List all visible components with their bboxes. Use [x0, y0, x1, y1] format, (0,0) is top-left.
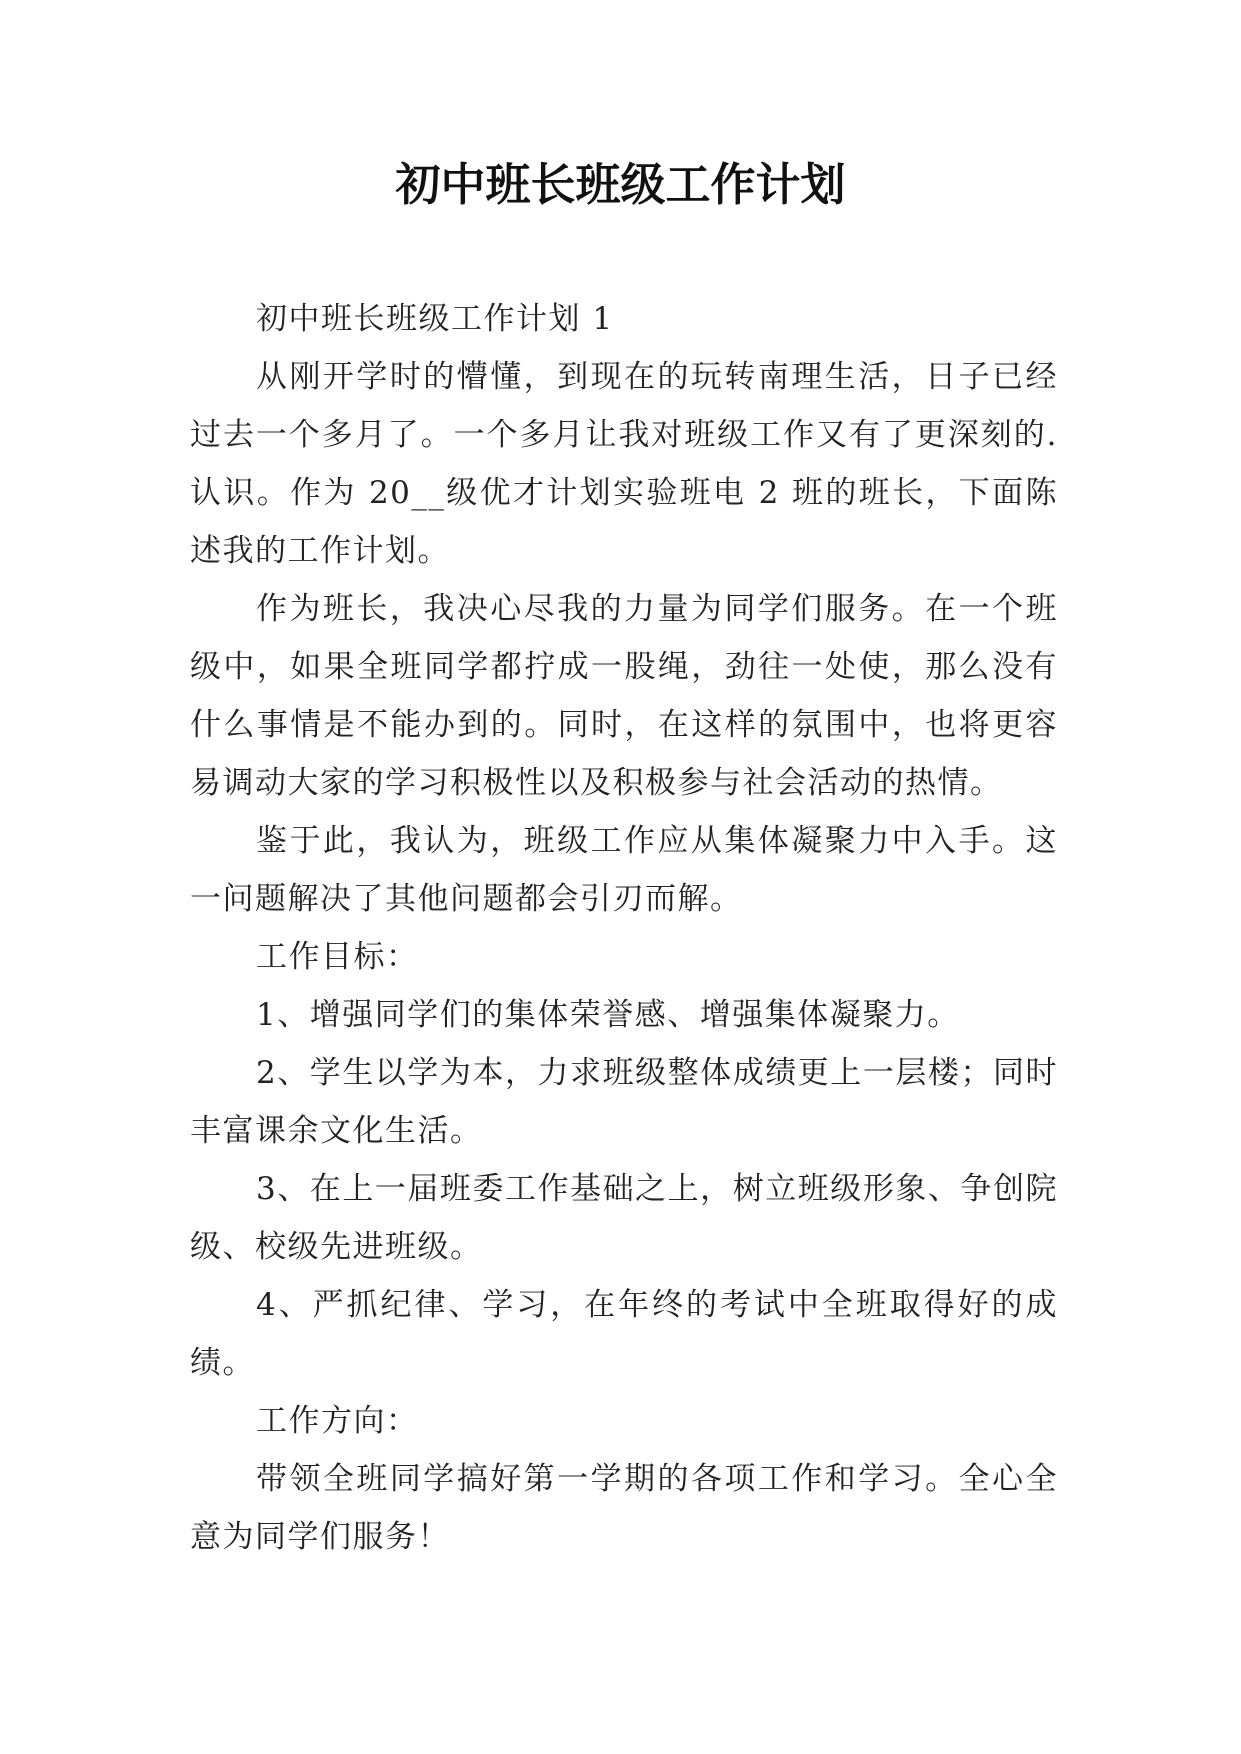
document-body	[190, 290, 1058, 1566]
document-title: 初中班长班级工作计划	[395, 158, 846, 211]
paragraph-subtitle: 初中班长班级工作计划 1	[256, 301, 614, 337]
goal-item: 2、学生以学为本，力求班级整体成绩更上一层楼；同时丰富课余文化生活。	[190, 1055, 1058, 1149]
section-heading-direction: 工作方向：	[256, 1403, 419, 1439]
goal-item: 4、严抓纪律、学习，在年终的考试中全班取得好的成绩。	[190, 1287, 1058, 1381]
paragraph: 从刚开学时的懵懂，到现在的玩转南理生活，日子已经过去一个多月了。一个多月让我对班级工作又有了更深刻的.认识。作为 20__级优才计划实验班电 2 班的班长，下面陈述我的工作计划。	[190, 359, 1058, 569]
section-heading-goals: 工作目标：	[256, 939, 419, 975]
goal-item: 1、增强同学们的集体荣誉感、增强集体凝聚力。	[256, 997, 960, 1033]
paragraph: 带领全班同学搞好第一学期的各项工作和学习。全心全意为同学们服务！	[190, 1461, 1058, 1555]
paragraph: 鉴于此，我认为，班级工作应从集体凝聚力中入手。这一问题解决了其他问题都会引刃而解。	[190, 823, 1058, 917]
paragraph: 作为班长，我决心尽我的力量为同学们服务。在一个班级中，如果全班同学都拧成一股绳，劲往一处使，那么没有什么事情是不能办到的。同时，在这样的氛围中，也将更容易调动大家的学习积极性以及积极参与社会活动的热情。	[190, 591, 1058, 801]
goal-item: 3、在上一届班委工作基础之上，树立班级形象、争创院级、校级先进班级。	[190, 1171, 1058, 1265]
